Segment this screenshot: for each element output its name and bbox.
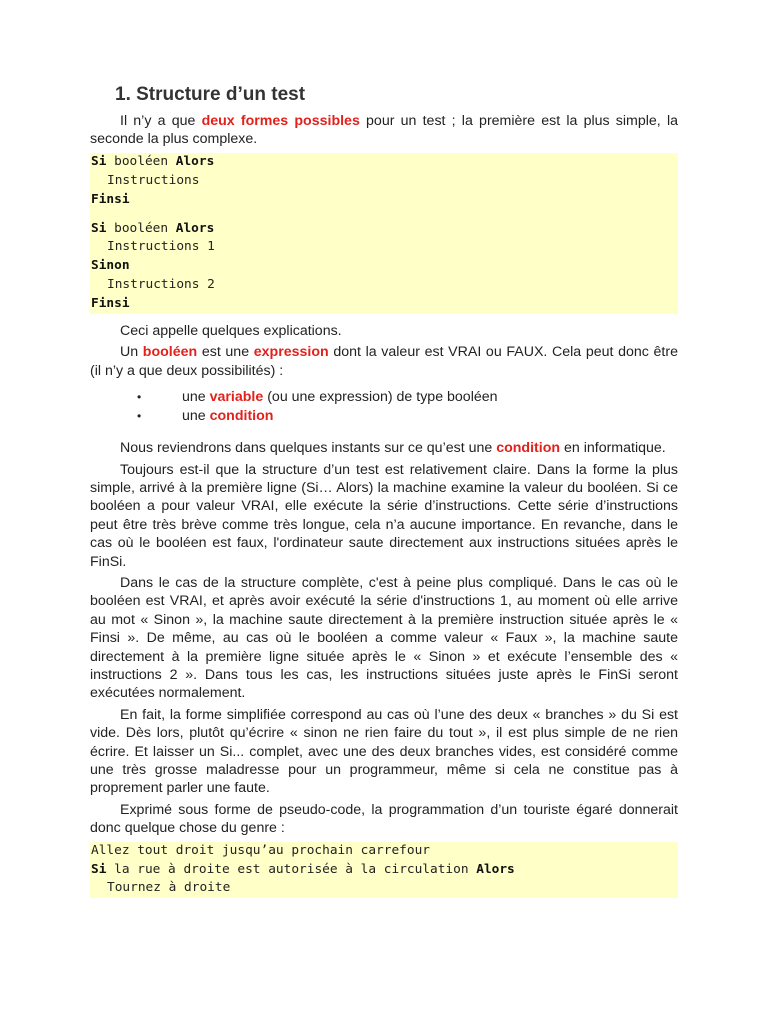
code-gap xyxy=(91,210,677,220)
keyword: Alors xyxy=(476,861,515,877)
simple-form-paragraph: Toujours est-il que la structure d’un test est relativement claire. Dans la forme la plus simple, arrivé à la première ligne (Si… Alors) la machine examine la valeur du booléen. Si ce booléen a pour valeur VRAI, elle exécute la série d’instructions. Cette série d’instructions peut être très brève comme très longue, cela n’a aucune importance. En revanche, dans le cas où le booléen est faux, l'ordinateur saute directement aux instructions situées après le FinSi. xyxy=(90,461,678,570)
keyword: Alors xyxy=(175,153,215,169)
complete-form-paragraph: Dans le cas de la structure complète, c'est à peine plus compliqué. Dans le cas où le booléen est VRAI, et après avoir exécuté la série d'instructions 1, au moment où elle arrive au mot « Sinon », la machine saute directement à la première instruction située après le « Finsi ». De même, au cas où le booléen a comme valeur « Faux », la machine saute directement à la première ligne située après le « Sinon » et exécute l’ensemble des « instructions 2 ». Dans tous les cas, les instructions situées juste après le FinSi seront exécutées normalement. xyxy=(90,574,678,702)
section-heading: 1. Structure d’un test xyxy=(115,84,306,105)
bullet-icon: • xyxy=(137,408,142,423)
code-line xyxy=(91,191,677,210)
intro-paragraph xyxy=(90,112,678,149)
text-run: Un xyxy=(120,344,143,361)
keyword: Alors xyxy=(175,220,215,236)
text-run: une xyxy=(182,407,210,424)
keyword: Finsi xyxy=(91,191,130,207)
code-line: Allez tout droit jusqu’au prochain carrefour xyxy=(91,842,430,858)
text-run: dont la valeur est VRAI ou FAUX. Cela peut donc être (il n’y a que deux possibilités) : xyxy=(90,344,678,379)
document-content xyxy=(90,84,678,906)
keyword: Si xyxy=(91,220,107,236)
highlight-term: condition xyxy=(496,440,561,457)
text-run: une xyxy=(182,389,210,406)
bullet-icon: • xyxy=(137,390,142,405)
simplified-form-paragraph: En fait, la forme simplifiée correspond au cas où l’une des deux « branches » du Si est vide. Dès lors, plutôt qu’écrire « sinon ne rien faire du tout », il est plus simple de ne rien écrire. Et laisser un Si... complet, avec une des deux branches vides, est considéré comme une très grosse maladresse pour un programmeur, même si cela ne constitue pas à proprement parler une faute. xyxy=(90,706,678,797)
code-line xyxy=(91,295,677,314)
code-line: Instructions 1 xyxy=(107,239,215,255)
text-run: pour un test ; la première est la plus simple, la seconde la plus complexe. xyxy=(90,113,678,148)
text-run: Il n’y a que xyxy=(120,113,202,129)
code-line: Instructions 2 xyxy=(107,277,215,293)
keyword: Si xyxy=(91,153,107,169)
code-line xyxy=(91,861,677,880)
code-line xyxy=(91,220,677,239)
possibilities-list xyxy=(90,388,678,425)
code-text: booléen xyxy=(106,153,176,169)
boolean-paragraph xyxy=(90,343,678,380)
text-run: est une xyxy=(197,344,254,361)
list-item xyxy=(90,388,678,406)
code-text: booléen xyxy=(106,220,176,236)
explanation-paragraph: Ceci appelle quelques explications. xyxy=(120,323,342,340)
code-block-structures xyxy=(90,153,678,314)
keyword: Finsi xyxy=(91,296,130,312)
keyword: Sinon xyxy=(91,258,130,274)
keyword: Si xyxy=(91,861,107,877)
highlight-term: deux formes possibles xyxy=(201,113,360,129)
highlight-term: condition xyxy=(209,407,274,424)
code-text: la rue à droite est autorisée à la circulation xyxy=(106,861,477,877)
code-line: Instructions xyxy=(107,172,200,188)
text-run: (ou une expression) de type booléen xyxy=(263,389,498,406)
code-block-tourist xyxy=(90,842,678,899)
pseudo-code-intro-paragraph: Exprimé sous forme de pseudo-code, la programmation d’un touriste égaré donnerait donc quelque chose du genre : xyxy=(90,801,678,837)
condition-paragraph xyxy=(90,439,678,457)
highlight-term: expression xyxy=(253,344,329,361)
code-line xyxy=(91,153,677,172)
code-line xyxy=(91,257,677,276)
highlight-term: booléen xyxy=(142,344,198,361)
text-run: Nous reviendrons dans quelques instants sur ce qu’est une xyxy=(120,440,497,457)
text-run: en informatique. xyxy=(560,440,666,457)
highlight-term: variable xyxy=(209,389,264,406)
code-line: Tournez à droite xyxy=(107,880,231,896)
list-item xyxy=(90,407,678,425)
